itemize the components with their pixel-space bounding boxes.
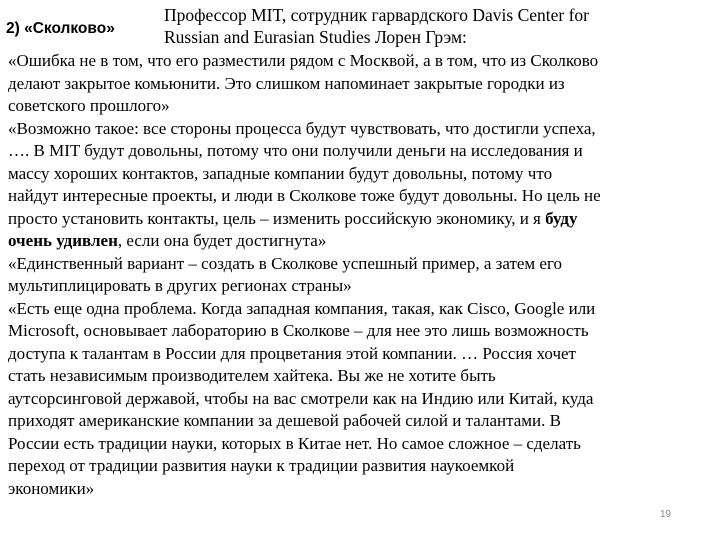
text-run: просто установить контакты, цель – изменить российскую экономику, и я: [8, 208, 541, 228]
slide-title: [164, 5, 714, 48]
text-line: стать независимым производителем хайтека. Вы же не хотите быть: [8, 366, 496, 385]
text-run: , если она будет достигнута»: [117, 231, 327, 250]
text-line: аутсорсинговой державой, чтобы на вас смотрели как на Индию или Китай, куда: [8, 388, 594, 408]
text-line: доступа к талантам в России для процветания этой компании. … Россия хочет: [8, 343, 576, 363]
text-line: переход от традиции развития науки к традиции развития наукоемкой: [8, 456, 515, 475]
text-line: экономики»: [8, 478, 95, 498]
text-line: Microsoft, основывает лабораторию в Сколкове – для нее это лишь возможность: [8, 321, 589, 340]
text-line: [8, 230, 714, 253]
text-line: мультиплицировать в других регионах страны»: [8, 276, 352, 295]
text-line: «Возможно такое: все стороны процесса будут чувствовать, что достигли успеха,: [8, 118, 596, 138]
text-line: …. В MIT будут довольны, потому что они получили деньги на исследования и: [8, 141, 583, 160]
text-line: найдут интересные проекты, и люди в Сколкове тоже будут довольны. Но цель не: [8, 186, 601, 205]
text-line: [8, 208, 714, 231]
text-line: приходят американские компании за дешевой рабочей силой и талантами. В: [8, 411, 561, 430]
text-line: «Единственный вариант – создать в Сколкове успешный пример, а затем его: [8, 253, 563, 273]
text-line: «Есть еще одна проблема. Когда западная компания, такая, как Cisco, Google или: [8, 298, 596, 318]
page-number: 19: [660, 509, 672, 520]
section-heading: 2) «Сколково»: [6, 20, 115, 37]
bold-run: буду: [545, 208, 578, 228]
text-line: массу хороших контактов, западные компании будут довольны, потому что: [8, 163, 553, 183]
title-line: Профессор MIT, сотрудник гарвардского Davis Center for: [164, 5, 589, 25]
title-line: Russian and Eurasian Studies Лорен Грэм:: [164, 26, 467, 47]
text-line: советского прошлого»: [8, 96, 170, 115]
quote-body: [8, 50, 714, 500]
text-line: «Ошибка не в том, что его разместили рядом с Москвой, а в том, что из Сколково: [8, 51, 599, 70]
text-line: России есть традиции науки, которых в Китае нет. Но самое сложное – сделать: [8, 433, 581, 453]
text-line: делают закрытое комьюнити. Это слишком напоминает закрытые городки из: [8, 73, 565, 93]
bold-run: очень удивлен: [8, 231, 118, 250]
